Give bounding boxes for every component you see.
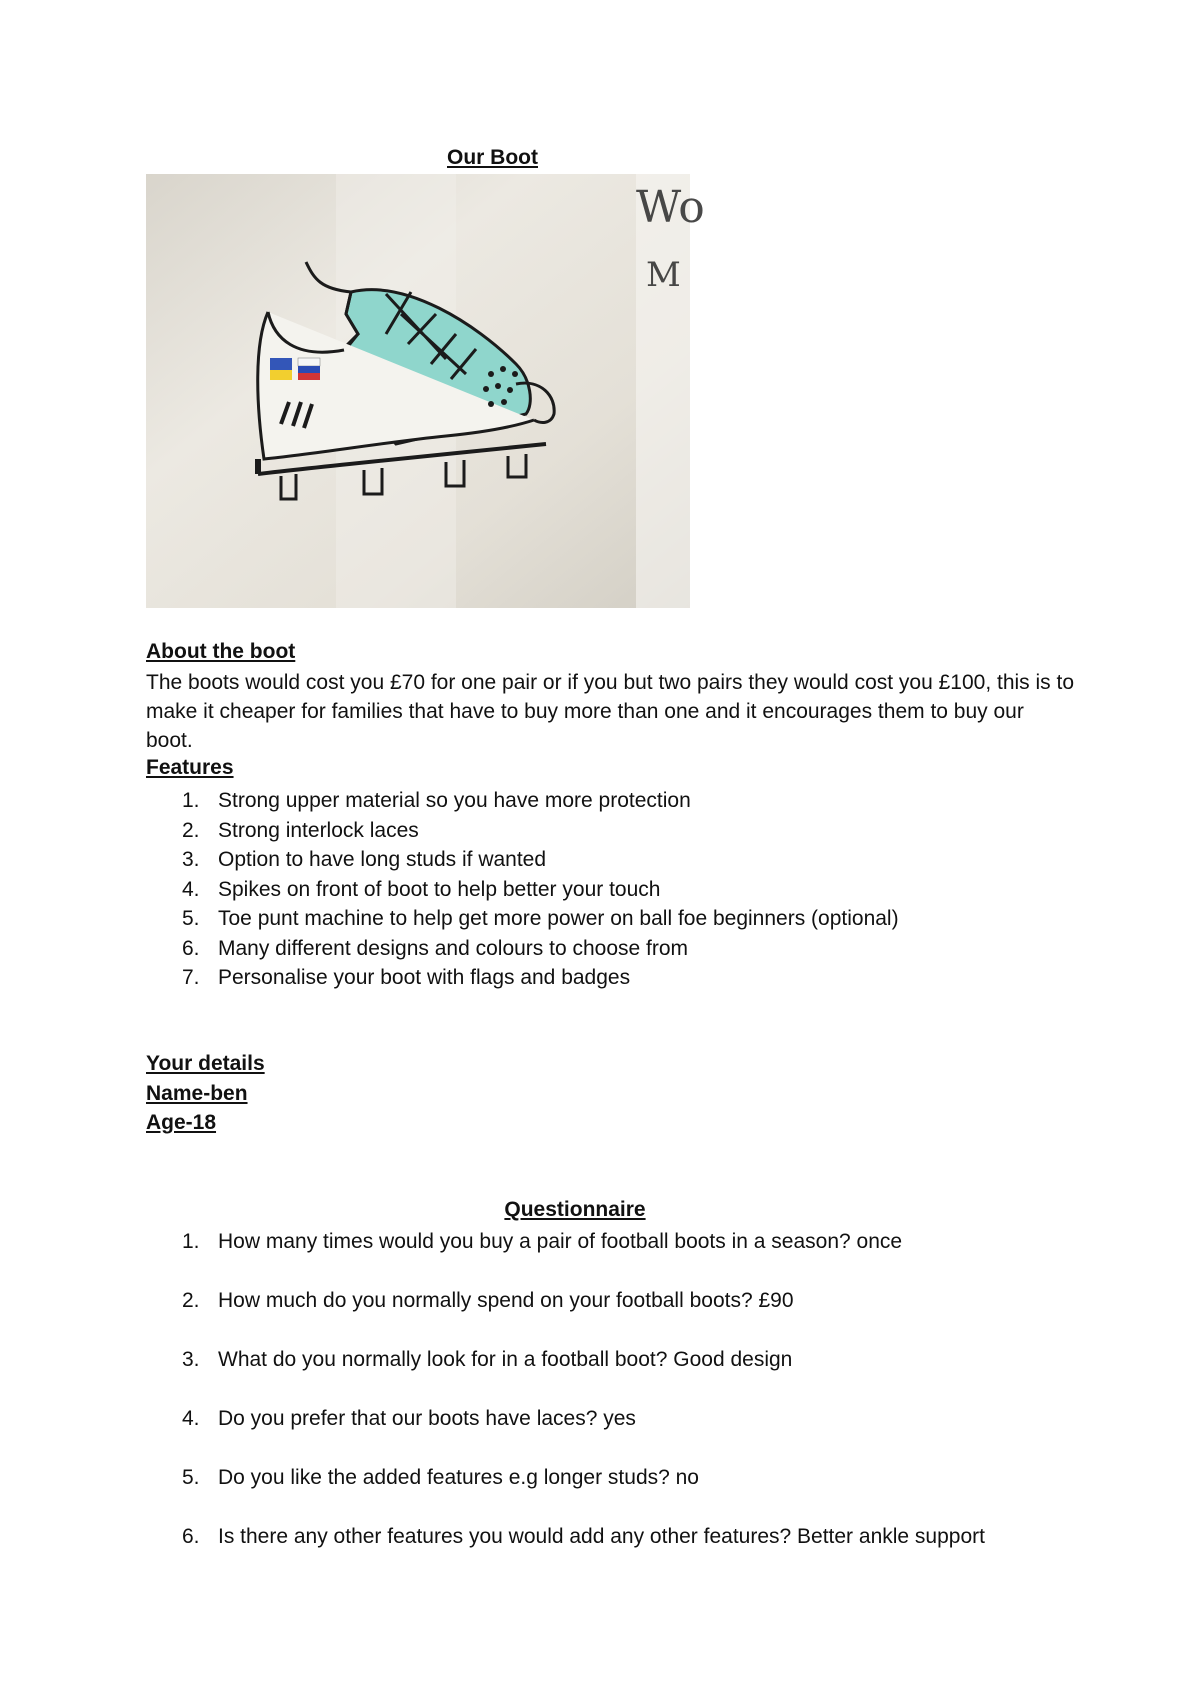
list-item [146,1522,985,1581]
list-text: Is there any other features you would add any other features? Better ankle support [218,1525,985,1548]
list-number: 4. [182,1407,200,1430]
details-age: Age-18 [146,1111,217,1134]
list-text: Personalise your boot with flags and badges [218,966,631,989]
list-item [146,845,899,875]
features-heading: Features [146,756,234,779]
wall-writing-2: M [646,255,681,295]
questionnaire-heading: Questionnaire [504,1198,646,1221]
list-text: Do you prefer that our boots have laces? yes [218,1407,636,1430]
list-item [146,934,899,964]
page-title: Our Boot [447,146,538,169]
list-text: Strong upper material so you have more protection [218,789,691,812]
list-item [146,1463,985,1522]
list-number: 2. [182,818,200,842]
list-item [146,875,899,905]
list-number: 6. [182,1525,200,1548]
list-item [146,1227,985,1286]
list-text: How many times would you buy a pair of football boots in a season? once [218,1230,903,1253]
list-number: 3. [182,1348,200,1371]
list-text: Many different designs and colours to choose from [218,936,689,960]
list-text: Spikes on front of boot to help better your touch [218,877,661,901]
list-text: What do you normally look for in a football boot? Good design [218,1348,793,1371]
list-text: Toe punt machine to help get more power on ball foe beginners (optional) [218,907,899,930]
list-text: How much do you normally spend on your football boots? £90 [218,1289,794,1312]
list-item [146,816,899,846]
list-number: 3. [182,848,200,871]
about-text: The boots would cost you £70 for one pair or if you but two pairs they would cost you £100, this is to make it cheaper for families that have to buy more than one and it encourages them to buy our boot. [146,671,1075,752]
list-number: 7. [182,966,200,989]
wall-writing-1: Wo [636,182,705,233]
list-text: Option to have long studs if wanted [218,848,547,871]
details-heading: Your details [146,1052,265,1075]
list-item [146,1345,985,1404]
list-item [146,1286,985,1345]
list-item [146,1404,985,1463]
list-number: 2. [182,1289,200,1312]
details-name: Name-ben [146,1082,248,1105]
list-number: 5. [182,1466,200,1489]
boot-drawing-photo [146,174,705,608]
list-number: 1. [182,789,200,812]
about-heading: About the boot [146,640,296,663]
list-text: Do you like the added features e.g longer studs? no [218,1466,699,1489]
list-item [146,963,899,993]
list-item [146,786,899,816]
list-text: Strong interlock laces [218,818,419,842]
list-number: 5. [182,907,200,930]
list-number: 4. [182,877,200,901]
list-number: 6. [182,936,200,960]
list-item [146,904,899,934]
list-number: 1. [182,1230,200,1253]
features-list [146,786,899,993]
questionnaire-list [146,1227,985,1581]
